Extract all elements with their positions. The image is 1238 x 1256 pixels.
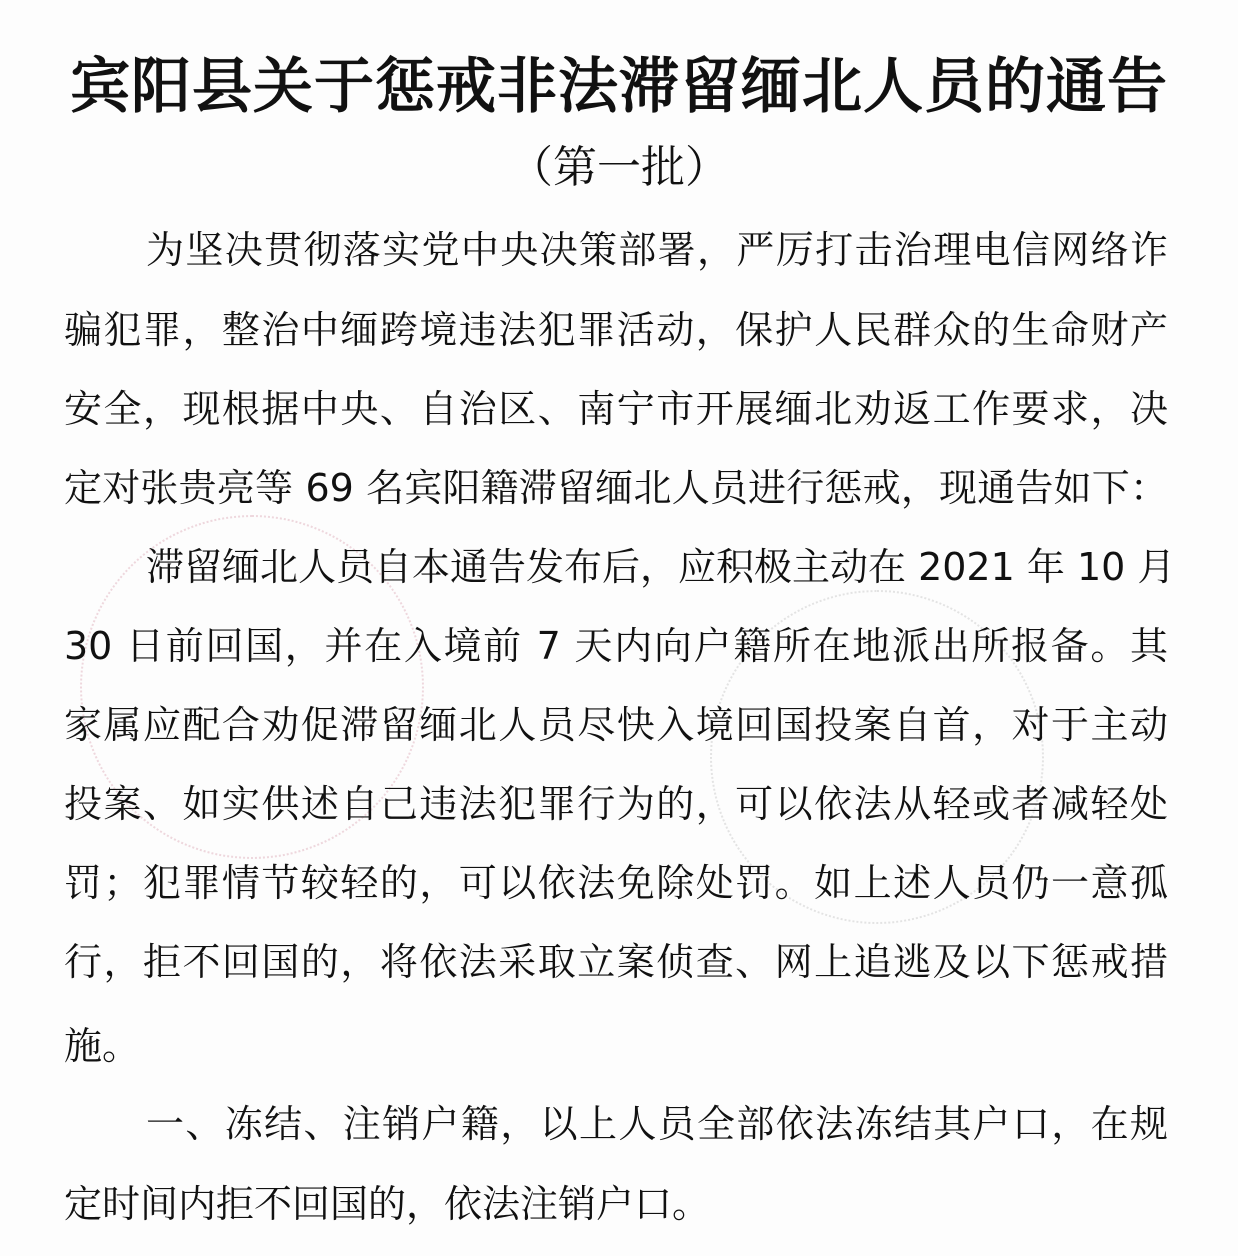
paragraph-line: 骗犯罪，整治中缅跨境违法犯罪活动，保护人民群众的生命财产 <box>64 308 1168 352</box>
document-subtitle: （第一批） <box>509 142 729 193</box>
paragraph-line: 安全，现根据中央、自治区、南宁市开展缅北劝返工作要求，决 <box>64 387 1168 431</box>
paragraph-line: 定对张贵亮等 69 名宾阳籍滞留缅北人员进行惩戒，现通告如下： <box>64 466 1168 510</box>
paragraph-line: 滞留缅北人员自本通告发布后，应积极主动在 2021 年 10 月 <box>146 545 1176 589</box>
paragraph-line: 施。 <box>64 1024 141 1068</box>
paragraph-line: 定时间内拒不回国的，依法注销户口。 <box>64 1182 711 1226</box>
paragraph-line: 为坚决贯彻落实党中央决策部署，严厉打击治理电信网络诈 <box>146 228 1168 272</box>
paragraph-line: 罚；犯罪情节较轻的，可以依法免除处罚。如上述人员仍一意孤 <box>64 861 1168 905</box>
document-title: 宾阳县关于惩戒非法滞留缅北人员的通告 <box>70 52 1168 122</box>
paragraph-line: 一、冻结、注销户籍，以上人员全部依法冻结其户口，在规 <box>146 1102 1168 1146</box>
paragraph-line: 30 日前回国，并在入境前 7 天内向户籍所在地派出所报备。其 <box>64 624 1168 668</box>
paragraph-line: 家属应配合劝促滞留缅北人员尽快入境回国投案自首，对于主动 <box>64 703 1168 747</box>
paragraph-line: 投案、如实供述自己违法犯罪行为的，可以依法从轻或者减轻处 <box>64 782 1168 826</box>
paragraph-line: 行，拒不回国的，将依法采取立案侦查、网上追逃及以下惩戒措 <box>64 940 1168 984</box>
